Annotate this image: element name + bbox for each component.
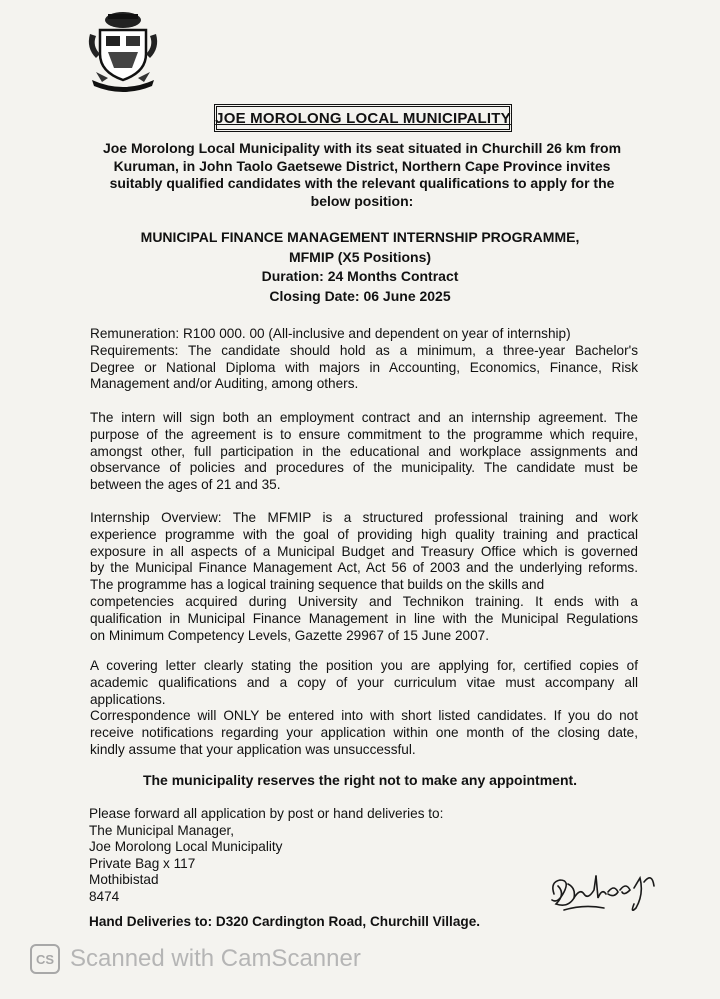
reserve-notice: The municipality reserves the right not to make any appointment. <box>142 772 578 788</box>
address-line: The Municipal Manager, <box>89 822 235 838</box>
position-duration: Duration: 24 Months Contract <box>261 268 459 284</box>
paragraph-line: amongst other, full participation in the educational and workplace assignments and <box>90 443 638 459</box>
intro-paragraph <box>62 140 662 210</box>
paragraph-line: qualification in Municipal Finance Management in line with the Municipal Regulations <box>90 610 638 626</box>
paragraph-line: purpose of the agreement is to ensure commitment to the programme which require, <box>90 426 638 442</box>
application-paragraph <box>90 658 638 759</box>
paragraph-line: Internship Overview: The MFMIP is a structured professional training and work <box>90 510 638 525</box>
postal-address-block <box>89 806 609 906</box>
municipality-title-box <box>214 104 512 132</box>
paragraph-line: Management and/or Auditing, among others. <box>90 376 359 392</box>
camscanner-watermark <box>30 944 361 974</box>
internship-overview-paragraph <box>90 510 638 644</box>
paragraph-line: A covering letter clearly stating the position you are applying for, certified copies of <box>90 658 638 673</box>
address-line: Private Bag x 117 <box>89 855 196 871</box>
paragraph-line: applications. <box>90 691 166 707</box>
paragraph-line: observance of policies and procedures of the municipality. The candidate must be <box>90 460 638 476</box>
paragraph-line: Degree or National Diploma with majors in Accounting, Economics, Finance, Risk <box>90 359 638 375</box>
paragraph-line: Remuneration: R100 000. 00 (All-inclusive and dependent on year of internship) <box>90 326 571 341</box>
paragraph-line: between the ages of 21 and 35. <box>90 477 281 493</box>
paragraph-line: on Minimum Competency Levels, Gazette 29967 of 15 June 2007. <box>90 627 489 643</box>
hand-deliveries-address: Hand Deliveries to: D320 Cardington Road, Churchill Village. <box>89 914 481 929</box>
position-heading <box>60 228 660 306</box>
paragraph-line: Requirements: The candidate should hold as a minimum, a three-year Bachelor's <box>90 342 638 358</box>
position-name-line2: MFMIP (X5 Positions) <box>288 248 432 265</box>
address-line: 8474 <box>89 888 120 904</box>
intro-line: Kuruman, in John Taolo Gaetsewe District, Northern Cape Province invites <box>113 157 611 174</box>
camscanner-logo-text: CS <box>35 952 55 967</box>
remuneration-requirements-paragraph <box>90 326 638 393</box>
paragraph-line: The intern will sign both an employment contract and an internship agreement. The <box>90 410 638 425</box>
position-name-line1: MUNICIPAL FINANCE MANAGEMENT INTERNSHIP PROGRAMME, <box>140 229 580 245</box>
paragraph-line: experience programme with the goal of providing high quality training and practical <box>90 526 638 542</box>
municipal-coat-of-arms-logo <box>82 8 164 96</box>
paragraph-line: competencies acquired during University and Technikon training. It ends with a <box>90 593 638 609</box>
watermark-text: Scanned with CamScanner <box>70 945 361 972</box>
paragraph-line: kindly assume that your application was unsuccessful. <box>90 741 416 757</box>
contract-paragraph <box>90 410 638 494</box>
paragraph-line: Correspondence will ONLY be entered into with short listed candidates. If you do not <box>90 708 638 724</box>
municipality-title: JOE MOROLONG LOCAL MUNICIPALITY <box>215 109 511 127</box>
address-line: Joe Morolong Local Municipality <box>89 839 283 855</box>
intro-line: below position: <box>310 192 414 209</box>
paragraph-line: receive notifications regarding your application within one month of the closing date, <box>90 725 638 741</box>
camscanner-logo <box>30 944 60 974</box>
paragraph-line: academic qualifications and a copy of your curriculum vitae must accompany all <box>90 674 638 690</box>
paragraph-line: exposure in all aspects of a Municipal Budget and Treasury Office which is governed <box>90 543 638 559</box>
handwritten-signature <box>544 864 664 920</box>
paragraph-line: by the Municipal Finance Management Act, Act 56 of 2003 and the underlying reforms. <box>90 560 638 576</box>
address-line: Mothibistad <box>89 872 159 888</box>
paragraph-line: The programme has a logical training sequence that builds on the skills and <box>90 577 545 593</box>
intro-line: Joe Morolong Local Municipality with its seat situated in Churchill 26 km from <box>102 140 622 156</box>
position-closing-date: Closing Date: 06 June 2025 <box>269 287 451 304</box>
address-intro: Please forward all application by post or hand deliveries to: <box>89 806 444 821</box>
intro-line: suitably qualified candidates with the relevant qualifications to apply for the <box>109 175 615 191</box>
